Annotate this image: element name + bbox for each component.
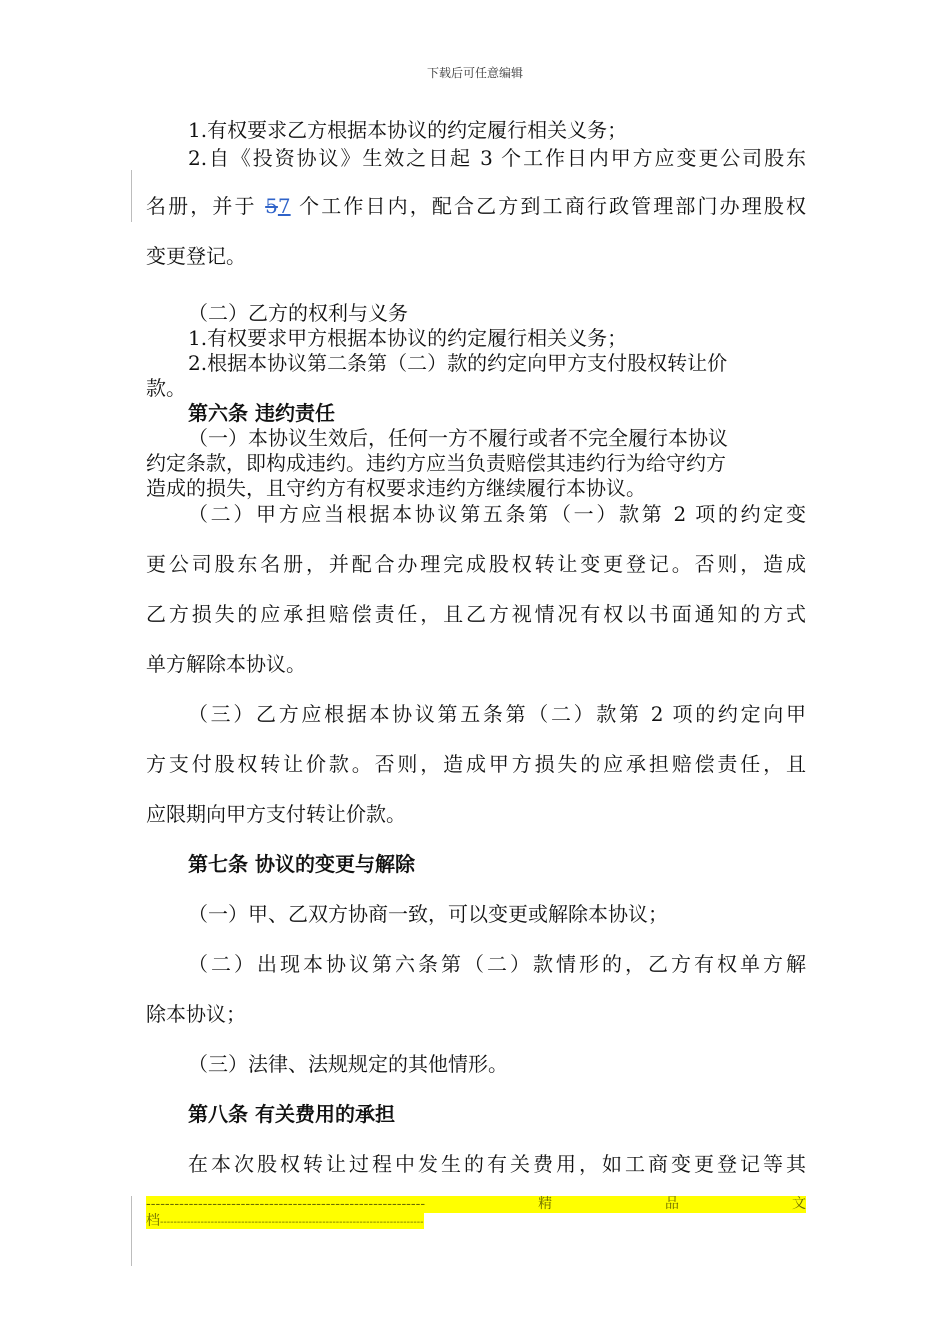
paragraph: 款。 [146, 376, 186, 400]
paragraph: （三）乙方应根据本协议第五条第（二）款第 2 项的约定向甲 [188, 702, 806, 726]
article-heading: 第八条 有关费用的承担 [188, 1102, 395, 1126]
paragraph: 1.有权要求乙方根据本协议的约定履行相关义务； [188, 118, 628, 142]
paragraph [146, 181, 806, 231]
page-footer [146, 1196, 806, 1231]
paragraph: （二）出现本协议第六条第（二）款情形的，乙方有权单方解 [188, 952, 806, 976]
article-heading: 第七条 协议的变更与解除 [188, 852, 415, 876]
paragraph: 在本次股权转让过程中发生的有关费用，如工商变更登记等其 [188, 1152, 806, 1176]
paragraph: （一）甲、乙双方协商一致，可以变更或解除本协议； [188, 902, 668, 926]
text-run: 个工作日内，配合乙方到工商行政管理部门办理股权 [290, 194, 807, 218]
paragraph: （三）法律、法规规定的其他情形。 [188, 1052, 508, 1076]
paragraph: 单方解除本协议。 [146, 652, 306, 676]
footer-char: 文 [791, 1196, 806, 1212]
revision-bar [131, 170, 132, 222]
paragraph: 方支付股权转让价款。否则，造成甲方损失的应承担赔偿责任，且 [146, 752, 806, 776]
paragraph: 造成的损失，且守约方有权要求违约方继续履行本协议。 [146, 476, 646, 500]
paragraph: 应限期向甲方支付转让价款。 [146, 802, 406, 826]
page-header: 下载后可任意编辑 [426, 66, 523, 80]
article-heading: 第六条 违约责任 [188, 401, 335, 425]
text-run: 名册，并于 [146, 194, 266, 218]
paragraph: 乙方损失的应承担赔偿责任，且乙方视情况有权以书面通知的方式 [146, 602, 806, 626]
footer-line [146, 1196, 806, 1213]
paragraph: 变更登记。 [146, 244, 246, 268]
paragraph: （一）本协议生效后，任何一方不履行或者不完全履行本协议 [188, 426, 728, 450]
paragraph: 2.自《投资协议》生效之日起 3 个工作日内甲方应变更公司股东 [188, 146, 806, 170]
footer-text [146, 1213, 424, 1229]
document-body [146, 118, 806, 1189]
tracked-deletion: 5 [265, 194, 278, 218]
paragraph: 更公司股东名册，并配合办理完成股权转让变更登记。否则，造成 [146, 552, 806, 576]
footer-dashes: ------------------------------------------------------------------------------ [160, 1217, 424, 1228]
revision-bar [131, 1196, 132, 1266]
footer-char: 精 [538, 1196, 553, 1212]
paragraph: （二）甲方应当根据本协议第五条第（一）款第 2 项的约定变 [188, 502, 806, 526]
paragraph: 约定条款，即构成违约。违约方应当负责赔偿其违约行为给守约方 [146, 451, 726, 475]
footer-dashes: ----------------------------------------------------------- [146, 1196, 426, 1212]
footer-char: 档 [146, 1213, 160, 1229]
tracked-insertion: 7 [277, 194, 291, 218]
paragraph: 除本协议； [146, 1002, 246, 1026]
section-heading: （二）乙方的权利与义务 [188, 301, 408, 325]
footer-line [146, 1213, 806, 1231]
footer-char: 品 [665, 1196, 680, 1212]
paragraph: 1.有权要求甲方根据本协议的约定履行相关义务； [188, 326, 628, 350]
paragraph: 2.根据本协议第二条第（二）款的约定向甲方支付股权转让价 [188, 351, 728, 375]
